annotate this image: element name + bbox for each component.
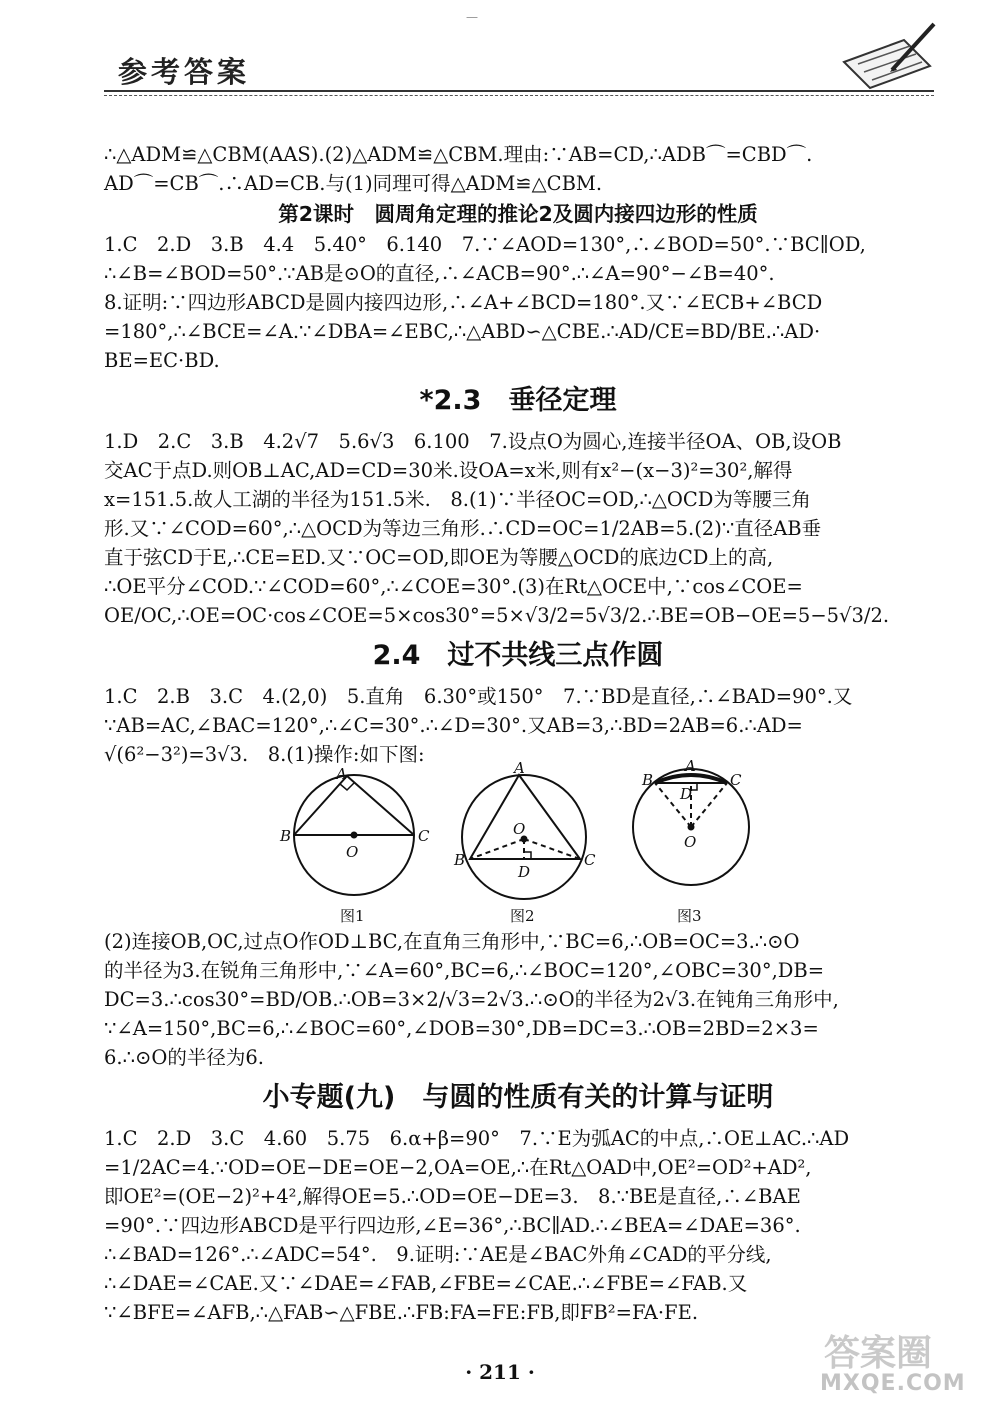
text-line: BE=EC·BD.: [104, 349, 220, 372]
text-line: (2)连接OB,OC,过点O作OD⊥BC,在直角三角形中,∵BC=6,∴OB=OC=3.∴⊙O: [104, 930, 800, 953]
page-number: · 211 ·: [465, 1360, 535, 1384]
watermark: [810, 1325, 990, 1400]
header-title: 参考答案: [118, 55, 251, 89]
text-line: 1.D 2.C 3.B 4.2√7 5.6√3 6.100 7.设点O为圆心,连接半径OA、OB,设OB: [104, 430, 842, 453]
fig3-label-D: D: [680, 785, 693, 803]
text-line: ∴∠B=∠BOD=50°.∵AB是⊙O的直径,∴∠ACB=90°.∴∠A=90°−∠B=40°.: [104, 262, 775, 285]
header-dashed-rule: [104, 95, 934, 96]
text-line: 直于弦CD于E,∴CE=ED.又∵OC=OD,即OE为等腰△OCD的底边CD上的高,: [104, 546, 774, 569]
fig1-label-O: O: [346, 843, 359, 861]
text-line: AD⌒=CB⌒.∴AD=CB.与(1)同理可得△ADM≌△CBM.: [104, 172, 603, 195]
text-line: 1.C 2.B 3.C 4.(2,0) 5.直角 6.30°或150° 7.∵BD是直径,∴∠BAD=90°.又: [104, 685, 853, 708]
text-line: 6.∴⊙O的半径为6.: [104, 1046, 264, 1069]
text-line: ∵∠BFE=∠AFB,∴△FAB∽△FBE.∴FB:FA=FE:FB,即FB²=FA·FE.: [104, 1301, 699, 1324]
figure-2: [453, 759, 596, 925]
section-2-3-title: *2.3 垂径定理: [419, 385, 617, 416]
text-line: 交AC于点D.则OB⊥AC,AD=CD=30米.设OA=x米,则有x²−(x−3)²=30²,解得: [104, 459, 793, 482]
text-line: 形.又∵∠COD=60°,∴△OCD为等边三角形.∴CD=OC=1/2AB=5.(2)∵直径AB垂: [104, 517, 822, 540]
text-line: 的半径为3.在锐角三角形中,∵∠A=60°,BC=6,∴∠BOC=120°,∠OBC=30°,DB=: [104, 959, 825, 982]
watermark-logo: 答案圈: [824, 1333, 933, 1374]
text-line: OE/OC,∴OE=OC·cos∠COE=5×cos30°=5×√3/2=5√3/2.∴BE=OB−OE=5−5√3/2.: [104, 604, 890, 627]
notepad-pencil-icon: [834, 20, 944, 92]
circle-figures: [104, 757, 932, 925]
text-line: x=151.5.故人工湖的半径为151.5米. 8.(1)∵半径OC=OD,∴△OCD为等腰三角: [104, 488, 811, 511]
watermark-text: MXQE.COM: [820, 1371, 966, 1396]
text-line: ∴OE平分∠COD.∵∠COD=60°,∴∠COE=30°.(3)在Rt△OCE中,∵cos∠COE=: [104, 575, 803, 598]
text-line: 8.证明:∵四边形ABCD是圆内接四边形,∴∠A+∠BCD=180°.又∵∠ECB+∠BCD: [104, 291, 823, 314]
text-line: 1.C 2.D 3.C 4.60 5.75 6.α+β=90° 7.∵E为弧AC的中点,∴OE⊥AC.∴AD: [104, 1127, 850, 1150]
text-line: ∴△ADM≌△CBM(AAS).(2)△ADM≌△CBM.理由:∵AB=CD,∴ADB⌒=CBD⌒.: [104, 143, 813, 166]
text-line: =180°,∴∠BCE=∠A.∵∠DBA=∠EBC,∴△ABD∽△CBE.∴AD/CE=BD/BE.∴AD·: [104, 320, 821, 343]
fig3-label-B: B: [642, 771, 654, 789]
fig2-label-B: B: [454, 851, 466, 869]
text-line: =1/2AC=4.∵OD=OE−DE=OE−2,OA=OE,∴在Rt△OAD中,OE²=OD²+AD²,: [104, 1156, 812, 1179]
fig2-label-D: D: [518, 863, 531, 881]
fig3-label-A: A: [685, 757, 696, 775]
answer-content: [104, 140, 932, 1327]
fig1-caption: 图1: [340, 907, 365, 925]
top-mark: —: [466, 10, 478, 24]
fig3-label-C: C: [730, 771, 742, 789]
fig2-label-A: A: [514, 759, 525, 777]
fig3-label-O: O: [684, 833, 697, 851]
fig2-label-C: C: [584, 851, 596, 869]
fig2-label-O: O: [513, 820, 526, 838]
text-line: ∴∠BAD=126°.∴∠ADC=54°. 9.证明:∵AE是∠BAC外角∠CAD的平分线,: [104, 1243, 772, 1266]
fig1-label-A: A: [336, 765, 347, 783]
fig1-label-C: C: [418, 827, 430, 845]
fig3-caption: 图3: [677, 907, 702, 925]
topic-9-title: 小专题(九) 与圆的性质有关的计算与证明: [262, 1082, 774, 1113]
text-line: 即OE²=(OE−2)²+4²,解得OE=5.∴OD=OE−DE=3. 8.∵BE是直径,∴∠BAE: [104, 1185, 801, 1208]
text-line: ∵∠A=150°,BC=6,∴∠BOC=60°,∠DOB=30°,DB=DC=3.∴OB=2BD=2×3=: [104, 1017, 819, 1040]
text-line: 1.C 2.D 3.B 4.4 5.40° 6.140 7.∵∠AOD=130°,∴∠BOD=50°.∵BC∥OD,: [104, 233, 866, 256]
header-rule: [104, 90, 934, 92]
text-line: √(6²−3²)=3√3. 8.(1)操作:如下图:: [104, 743, 425, 766]
text-line: ∴∠DAE=∠CAE.又∵∠DAE=∠FAB,∠FBE=∠CAE.∴∠FBE=∠FAB.又: [104, 1272, 748, 1295]
text-line: =90°.∵四边形ABCD是平行四边形,∠E=36°,∴BC∥AD.∴∠BEA=∠DAE=36°.: [104, 1214, 801, 1237]
text-line: DC=3.∴cos30°=BD/OB.∴OB=3×2/√3=2√3.∴⊙O的半径为2√3.在钝角三角形中,: [104, 988, 839, 1011]
figure-3: [633, 757, 749, 925]
section-2-4-title: 2.4 过不共线三点作圆: [372, 640, 664, 671]
text-line: ∵AB=AC,∠BAC=120°,∴∠C=30°.∴∠D=30°.又AB=3,∴BD=2AB=6.∴AD=: [104, 714, 803, 737]
figure-1: [279, 765, 430, 925]
lesson-2-title: 第2课时 圆周角定理的推论2及圆内接四边形的性质: [278, 202, 758, 226]
fig1-label-B: B: [280, 827, 292, 845]
page-header: [104, 44, 934, 96]
fig2-caption: 图2: [510, 907, 535, 925]
